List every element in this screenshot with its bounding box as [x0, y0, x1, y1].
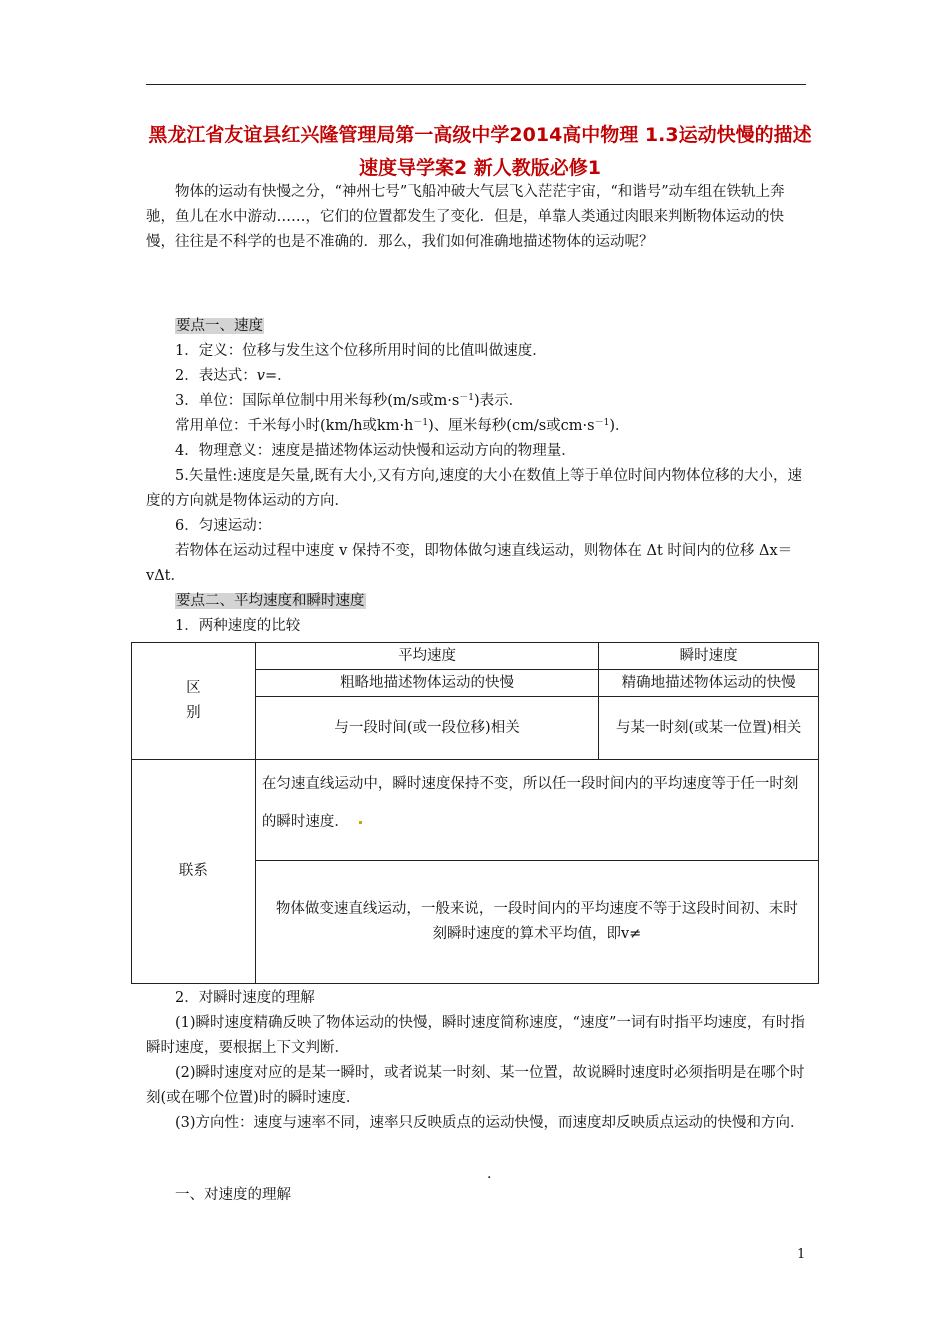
header-inst: 瞬时速度 [599, 643, 819, 670]
link1-cell [255, 760, 818, 861]
diff2-inst: 与某一时刻(或某一位置)相关 [599, 697, 819, 760]
point1-common-unit [175, 414, 855, 439]
expr-post: =． [264, 368, 292, 384]
expr-pre: 2．表达式： [175, 368, 257, 384]
section-heading: 一、对速度的理解 [175, 1187, 291, 1203]
point2-p3: (3)方向性：速度与速率不同，速率只反映质点的运动快慢，而速度却反映质点运动的快慢和方向． [175, 1115, 805, 1131]
point2-heading-text: 要点二、平均速度和瞬时速度 [176, 593, 365, 609]
diff-label-cell: 区 别 [132, 643, 256, 760]
cunit-a: 常用单位：千米每小时(km/h或km·h [175, 418, 414, 434]
header-avg: 平均速度 [255, 643, 598, 670]
cunit-c: )． [609, 418, 630, 434]
point1-unit [175, 389, 855, 414]
point1-meaning: 4．物理意义：速度是描述物体运动快慢和运动方向的物理量． [175, 443, 576, 459]
diff2-avg: 与一段时间(或一段位移)相关 [255, 697, 598, 760]
intro-paragraph: 物体的运动有快慢之分，“神州七号”飞船冲破大气层飞入茫茫宇宙，“和谐号”动车组在铁轨上奔驰，鱼儿在水中游动……，它们的位置都发生了变化．但是，单靠人类通过肉眼来判断物体运动的快慢，往往是不科学的也是不准确的．那么，我们如何准确地描述物体的运动呢？ [146, 184, 785, 250]
unit-sup: －1 [459, 393, 474, 403]
expr-var: v [256, 368, 265, 384]
point1-heading [175, 314, 855, 339]
cunit-sup2: －1 [594, 418, 610, 428]
unit-a: 3．单位：国际单位制中用米每秒(m/s或m·s [175, 393, 460, 409]
link2-cell: 物体做变速直线运动，一般来说，一段时间内的平均速度不等于这段时间初、末时刻瞬时速度的算术平均值，即v≠ [255, 861, 818, 984]
table-row [132, 760, 819, 861]
diff1-inst: 精确地描述物体运动的快慢 [599, 670, 819, 697]
point2-sub2: 2．对瞬时速度的理解 [175, 990, 315, 1006]
point2-sub1: 1．两种速度的比较 [175, 618, 301, 634]
point1-uniform-desc: 若物体在运动过程中速度 v 保持不变，即物体做匀速直线运动，则物体在 Δt 时间内的位移 Δx＝vΔt． [146, 543, 793, 584]
table-header-row [132, 643, 819, 670]
point2-heading [175, 589, 855, 614]
top-rule [146, 84, 806, 85]
point1-uniform: 6．匀速运动： [175, 518, 272, 534]
point1-vector: 5.矢量性:速度是矢量,既有大小,又有方向,速度的大小在数值上等于单位时间内物体位移的大小，速度的方向就是物体运动的方向． [146, 468, 803, 509]
point2-p1: (1)瞬时速度精确反映了物体运动的快慢，瞬时速度简称速度，“速度”一词有时指平均速度，有时指瞬时速度，要根据上下文判断． [146, 1015, 805, 1056]
point1-expression [175, 364, 855, 389]
speed-comparison-table [131, 642, 819, 984]
point2-p2: (2)瞬时速度对应的是某一瞬时，或者说某一时刻、某一位置，故说瞬时速度时必须指明是在哪个时刻(或在哪个位置)时的瞬时速度． [146, 1065, 805, 1106]
document-title: 黑龙江省友谊县红兴隆管理局第一高级中学2014高中物理 1.3运动快慢的描述 速度导学案2 新人教版必修1 [148, 124, 812, 179]
link1-text: 在匀速直线运动中，瞬时速度保持不变，所以任一段时间内的平均速度等于任一时刻的瞬时速度． [261, 776, 799, 830]
point1-definition: 1．定义：位移与发生这个位移所用时间的比值叫做速度． [175, 343, 547, 359]
cunit-sup1: －1 [413, 418, 429, 428]
unit-end: )表示． [474, 393, 524, 409]
diff1-avg: 粗略地描述物体运动的快慢 [255, 670, 598, 697]
link-label-cell: 联系 [132, 760, 256, 984]
center-mark: . [487, 1166, 492, 1182]
mark-dot [359, 821, 362, 824]
page-number: 1 [797, 1247, 806, 1262]
cunit-b: )、厘米每秒(cm/s或cm·s [428, 418, 595, 434]
point1-heading-text: 要点一、速度 [176, 318, 263, 334]
